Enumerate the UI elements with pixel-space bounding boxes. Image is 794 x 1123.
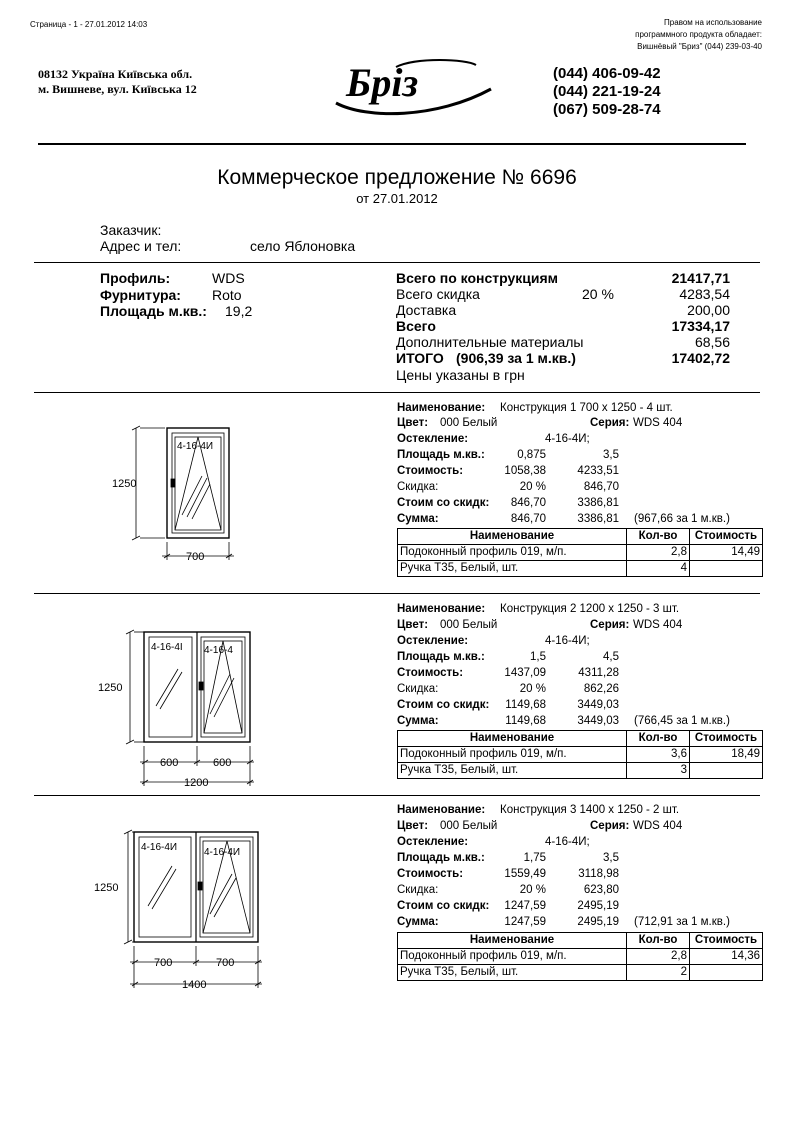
- discount-percent: 20 %: [582, 286, 614, 302]
- material-name: Ручка Т35, Белый, шт.: [398, 763, 627, 779]
- color-label: Цвет:: [397, 820, 429, 832]
- area-label: Площадь м.кв.:: [100, 303, 207, 319]
- phone-3: (067) 509-28-74: [553, 101, 661, 118]
- materials-table: [397, 932, 763, 981]
- material-cost: [690, 965, 763, 981]
- material-qty: 4: [627, 561, 690, 577]
- cost-label: Стоимость:: [397, 465, 464, 477]
- grand-total-value: 17402,72: [671, 350, 730, 366]
- col-qty-header: Кол-во: [627, 731, 690, 747]
- construction-1-drawing: [110, 418, 250, 568]
- discount-pct: 20 %: [519, 683, 546, 695]
- width-label: 1200: [184, 777, 209, 789]
- discount-label: Всего скидка: [396, 286, 480, 302]
- col-name-header: Наименование: [398, 529, 627, 545]
- sub-width-label: 600: [160, 757, 179, 769]
- area-unit: 0,875: [517, 449, 546, 461]
- area-value: 19,2: [225, 303, 253, 319]
- company-address-line-2: м. Вишневе, вул. Київська 12: [38, 82, 197, 96]
- area-unit: 1,75: [523, 852, 546, 864]
- material-cost: 18,49: [690, 747, 763, 763]
- pane-label: 4-16-4И: [141, 842, 178, 853]
- col-cost-header: Стоимость: [690, 529, 763, 545]
- sum-total: 2495,19: [577, 916, 619, 928]
- currency-note: Цены указаны в грн: [396, 367, 525, 383]
- profile-label: Профиль:: [100, 270, 171, 286]
- cost-unit: 1559,49: [504, 868, 546, 880]
- material-name: Подоконный профиль 019, м/п.: [398, 747, 627, 763]
- material-qty: 3,6: [627, 747, 690, 763]
- glazing-label: Остекление:: [397, 433, 469, 445]
- license-line-3: Вишнёвый "Бриз" (044) 239-03-40: [637, 42, 762, 51]
- divider: [34, 593, 760, 594]
- phone-2: (044) 221-19-24: [553, 83, 661, 100]
- construction-3: [0, 802, 794, 992]
- per-m2: (967,66 за 1 м.кв.): [634, 513, 730, 525]
- pane-label: 4-16-4И: [177, 441, 214, 452]
- materials-label: Дополнительные материалы: [396, 334, 584, 350]
- sum-label: Сумма:: [397, 715, 439, 727]
- materials-table: [397, 730, 763, 779]
- table-header-row: [398, 933, 763, 949]
- sub-width-label: 600: [213, 757, 232, 769]
- materials-table: [397, 528, 763, 577]
- height-label: 1250: [94, 882, 119, 894]
- phone-1: (044) 406-09-42: [553, 65, 661, 82]
- company-address-line-1: 08132 Україна Київська обл.: [38, 67, 193, 81]
- col-qty-header: Кол-во: [627, 529, 690, 545]
- cost-label: Стоимость:: [397, 868, 464, 880]
- height-label: 1250: [98, 682, 123, 694]
- discount-row-label: Скидка:: [397, 481, 439, 493]
- table-row: [398, 763, 763, 779]
- cost-disc-total: 3386,81: [577, 497, 619, 509]
- address-value: село Яблоновка: [250, 238, 356, 254]
- materials-value: 68,56: [694, 334, 730, 350]
- color-value: 000 Белый: [440, 820, 498, 832]
- discount-pct: 20 %: [519, 481, 546, 493]
- glazing-value: 4-16-4И;: [545, 433, 590, 445]
- per-m2: (766,45 за 1 м.кв.): [634, 715, 730, 727]
- address-label: Адрес и тел:: [100, 238, 182, 254]
- table-row: [398, 561, 763, 577]
- pane-label: 4-16-4: [204, 645, 233, 656]
- construction-name: Конструкция 3 1400 x 1250 - 2 шт.: [500, 804, 680, 816]
- area-unit: 1,5: [530, 651, 546, 663]
- color-label: Цвет:: [397, 619, 429, 631]
- table-row: [398, 747, 763, 763]
- cost-unit: 1437,09: [504, 667, 546, 679]
- logo-text: Бріз: [346, 60, 419, 105]
- construction-name: Конструкция 2 1200 x 1250 - 3 шт.: [500, 603, 680, 615]
- width-label: 700: [186, 551, 205, 563]
- discount-row-label: Скидка:: [397, 884, 439, 896]
- total-value: 17334,17: [671, 318, 730, 334]
- glazing-value: 4-16-4И;: [545, 836, 590, 848]
- sub-width-label: 700: [216, 957, 235, 969]
- pane-label: 4-16-4І: [151, 642, 183, 653]
- area-row-label: Площадь м.кв.:: [397, 651, 485, 663]
- material-name: Подоконный профиль 019, м/п.: [398, 949, 627, 965]
- material-cost: [690, 763, 763, 779]
- per-m2: (712,91 за 1 м.кв.): [634, 916, 730, 928]
- area-row-label: Площадь м.кв.:: [397, 852, 485, 864]
- discount-value: 4283,54: [679, 286, 730, 302]
- profile-value: WDS: [212, 270, 245, 286]
- table-row: [398, 949, 763, 965]
- letterhead-rule: [38, 143, 746, 145]
- series-value: WDS 404: [633, 417, 683, 429]
- construction-3-drawing: [90, 824, 280, 992]
- material-name: Ручка Т35, Белый, шт.: [398, 965, 627, 981]
- color-value: 000 Белый: [440, 417, 498, 429]
- material-qty: 2,8: [627, 545, 690, 561]
- delivery-value: 200,00: [687, 302, 730, 318]
- name-label: Наименование:: [397, 804, 486, 816]
- construction-1: [0, 398, 794, 588]
- area-total: 4,5: [603, 651, 619, 663]
- series-label: Серия:: [590, 417, 630, 429]
- sub-width-label: 700: [154, 957, 173, 969]
- table-row: [398, 545, 763, 561]
- area-total: 3,5: [603, 449, 619, 461]
- cost-total: 3118,98: [578, 868, 619, 880]
- cost-unit: 1058,38: [504, 465, 546, 477]
- col-name-header: Наименование: [398, 933, 627, 949]
- sum-total: 3386,81: [577, 513, 619, 525]
- cost-disc-label: Стоим со скидк:: [397, 900, 490, 912]
- construction-name: Конструкция 1 700 x 1250 - 4 шт.: [500, 402, 673, 414]
- print-header-left: Страница - 1 - 27.01.2012 14:03: [30, 20, 148, 29]
- construction-2-drawing: [96, 624, 276, 790]
- series-value: WDS 404: [633, 619, 683, 631]
- glazing-label: Остекление:: [397, 836, 469, 848]
- table-row: [398, 965, 763, 981]
- sum-label: Сумма:: [397, 513, 439, 525]
- area-row-label: Площадь м.кв.:: [397, 449, 485, 461]
- discount-total: 846,70: [583, 481, 619, 493]
- cost-label: Стоимость:: [397, 667, 464, 679]
- sum-total: 3449,03: [577, 715, 619, 727]
- color-label: Цвет:: [397, 417, 429, 429]
- material-qty: 2: [627, 965, 690, 981]
- cost-disc-total: 2495,19: [577, 900, 619, 912]
- sum-unit: 1149,68: [505, 715, 546, 727]
- license-line-2: программного продукта обладает:: [635, 30, 762, 39]
- name-label: Наименование:: [397, 402, 486, 414]
- discount-row-label: Скидка:: [397, 683, 439, 695]
- table-header-row: [398, 731, 763, 747]
- material-cost: [690, 561, 763, 577]
- grand-total-note: (906,39 за 1 м.кв.): [456, 350, 576, 366]
- col-cost-header: Стоимость: [690, 933, 763, 949]
- cost-total: 4311,28: [578, 667, 619, 679]
- col-qty-header: Кол-во: [627, 933, 690, 949]
- cost-disc-total: 3449,03: [577, 699, 619, 711]
- delivery-label: Доставка: [396, 302, 457, 318]
- glazing-label: Остекление:: [397, 635, 469, 647]
- company-logo: [326, 55, 496, 125]
- customer-label: Заказчик:: [100, 222, 162, 238]
- fittings-label: Фурнитура:: [100, 287, 181, 303]
- total-constructions-label: Всего по конструкциям: [396, 270, 559, 286]
- material-qty: 3: [627, 763, 690, 779]
- divider: [34, 262, 760, 263]
- height-label: 1250: [112, 478, 137, 490]
- material-cost: 14,49: [690, 545, 763, 561]
- discount-total: 862,26: [583, 683, 619, 695]
- total-label: Всего: [396, 318, 436, 334]
- letterhead: [26, 55, 746, 147]
- series-value: WDS 404: [633, 820, 683, 832]
- cost-disc-unit: 1247,59: [504, 900, 546, 912]
- cost-disc-unit: 1149,68: [505, 699, 546, 711]
- discount-total: 623,80: [583, 884, 619, 896]
- license-line-1: Правом на использование: [664, 18, 762, 27]
- name-label: Наименование:: [397, 603, 486, 615]
- document-date: от 27.01.2012: [356, 191, 438, 206]
- document-title: Коммерческое предложение № 6696: [217, 166, 577, 189]
- divider: [34, 392, 760, 393]
- construction-2: [0, 600, 794, 790]
- total-constructions-value: 21417,71: [671, 270, 730, 286]
- glazing-value: 4-16-4И;: [545, 635, 590, 647]
- series-label: Серия:: [590, 619, 630, 631]
- cost-disc-unit: 846,70: [510, 497, 546, 509]
- col-name-header: Наименование: [398, 731, 627, 747]
- material-name: Подоконный профиль 019, м/п.: [398, 545, 627, 561]
- series-label: Серия:: [590, 820, 630, 832]
- fittings-value: Roto: [212, 287, 242, 303]
- cost-total: 4233,51: [577, 465, 619, 477]
- col-cost-header: Стоимость: [690, 731, 763, 747]
- grand-total-label: ИТОГО: [396, 350, 444, 366]
- material-cost: 14,36: [690, 949, 763, 965]
- pane-label: 4-16-4И: [204, 847, 241, 858]
- divider: [34, 795, 760, 796]
- width-label: 1400: [182, 979, 207, 991]
- sum-label: Сумма:: [397, 916, 439, 928]
- cost-disc-label: Стоим со скидк:: [397, 497, 490, 509]
- material-qty: 2,8: [627, 949, 690, 965]
- cost-disc-label: Стоим со скидк:: [397, 699, 490, 711]
- sum-unit: 846,70: [510, 513, 546, 525]
- sum-unit: 1247,59: [504, 916, 546, 928]
- color-value: 000 Белый: [440, 619, 498, 631]
- material-name: Ручка Т35, Белый, шт.: [398, 561, 627, 577]
- area-total: 3,5: [603, 852, 619, 864]
- table-header-row: [398, 529, 763, 545]
- discount-pct: 20 %: [519, 884, 546, 896]
